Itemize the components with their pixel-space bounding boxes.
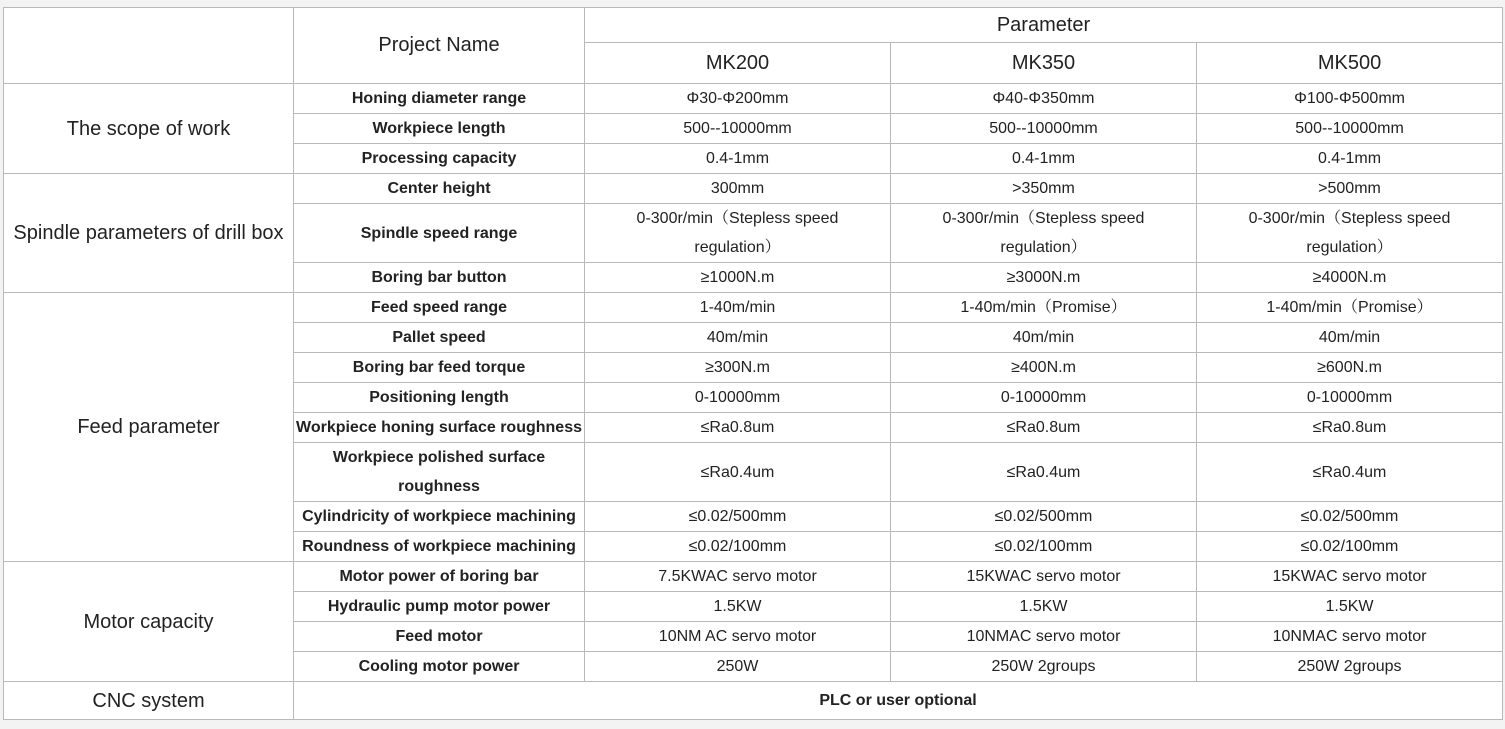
parameter-value: ≤Ra0.8um — [1197, 413, 1503, 443]
parameter-value: ≤Ra0.8um — [585, 413, 891, 443]
parameter-value: 1.5KW — [585, 592, 891, 622]
parameter-name: Boring bar button — [294, 263, 585, 293]
parameter-value: ≥1000N.m — [585, 263, 891, 293]
spec-table — [3, 7, 1503, 720]
parameter-value: ≤Ra0.4um — [891, 443, 1197, 502]
parameter-value: 0-10000mm — [1197, 383, 1503, 413]
parameter-value: 250W — [585, 652, 891, 682]
parameter-value: 1-40m/min — [585, 293, 891, 323]
model-header-mk500: MK500 — [1197, 43, 1503, 84]
parameter-value: 1.5KW — [1197, 592, 1503, 622]
project-name-header: Project Name — [294, 8, 585, 84]
parameter-value: 0-300r/min（Stepless speed regulation） — [1197, 204, 1503, 263]
parameter-name: Hydraulic pump motor power — [294, 592, 585, 622]
parameter-name: Feed speed range — [294, 293, 585, 323]
parameter-name: Workpiece honing surface roughness — [294, 413, 585, 443]
parameter-value: 15KWAC servo motor — [1197, 562, 1503, 592]
parameter-value: Φ30-Φ200mm — [585, 84, 891, 114]
model-header-mk200: MK200 — [585, 43, 891, 84]
group-title: Feed parameter — [4, 293, 294, 562]
parameter-name: Positioning length — [294, 383, 585, 413]
parameter-value: 40m/min — [891, 323, 1197, 353]
parameter-value: Φ40-Φ350mm — [891, 84, 1197, 114]
parameter-header: Parameter — [585, 8, 1503, 43]
cnc-value: PLC or user optional — [294, 682, 1503, 720]
parameter-value: 7.5KWAC servo motor — [585, 562, 891, 592]
group-title: The scope of work — [4, 84, 294, 174]
parameter-name: Center height — [294, 174, 585, 204]
parameter-value: 250W 2groups — [891, 652, 1197, 682]
parameter-value: ≥300N.m — [585, 353, 891, 383]
parameter-value: Φ100-Φ500mm — [1197, 84, 1503, 114]
parameter-value: 500--10000mm — [1197, 114, 1503, 144]
parameter-value: ≤0.02/100mm — [1197, 532, 1503, 562]
cnc-title: CNC system — [4, 682, 294, 720]
parameter-value: 0.4-1mm — [585, 144, 891, 174]
parameter-name: Boring bar feed torque — [294, 353, 585, 383]
parameter-value: 0-300r/min（Stepless speed regulation） — [891, 204, 1197, 263]
parameter-value: ≤0.02/500mm — [891, 502, 1197, 532]
parameter-value: ≥600N.m — [1197, 353, 1503, 383]
parameter-name: Workpiece length — [294, 114, 585, 144]
parameter-name: Processing capacity — [294, 144, 585, 174]
parameter-value: ≥3000N.m — [891, 263, 1197, 293]
parameter-name: Cylindricity of workpiece machining — [294, 502, 585, 532]
parameter-name: Roundness of workpiece machining — [294, 532, 585, 562]
parameter-value: ≤Ra0.4um — [1197, 443, 1503, 502]
parameter-value: ≤0.02/100mm — [585, 532, 891, 562]
parameter-value: 10NMAC servo motor — [1197, 622, 1503, 652]
parameter-value: 40m/min — [1197, 323, 1503, 353]
parameter-value: 10NM AC servo motor — [585, 622, 891, 652]
parameter-name: Workpiece polished surface roughness — [294, 443, 585, 502]
parameter-value: 1-40m/min（Promise） — [1197, 293, 1503, 323]
parameter-value: ≥400N.m — [891, 353, 1197, 383]
parameter-value: 500--10000mm — [585, 114, 891, 144]
parameter-value: ≤Ra0.4um — [585, 443, 891, 502]
parameter-value: 0-10000mm — [891, 383, 1197, 413]
group-title: Spindle parameters of drill box — [4, 174, 294, 293]
parameter-value: 0-10000mm — [585, 383, 891, 413]
table-row — [4, 682, 1503, 720]
model-header-mk350: MK350 — [891, 43, 1197, 84]
parameter-value: 250W 2groups — [1197, 652, 1503, 682]
parameter-value: 1.5KW — [891, 592, 1197, 622]
parameter-name: Feed motor — [294, 622, 585, 652]
parameter-value: ≤0.02/500mm — [585, 502, 891, 532]
parameter-value: 0.4-1mm — [1197, 144, 1503, 174]
table-row — [4, 562, 1503, 592]
parameter-value: 15KWAC servo motor — [891, 562, 1197, 592]
parameter-value: >350mm — [891, 174, 1197, 204]
parameter-value: >500mm — [1197, 174, 1503, 204]
parameter-name: Cooling motor power — [294, 652, 585, 682]
spec-table-container — [3, 7, 1502, 720]
parameter-value: 10NMAC servo motor — [891, 622, 1197, 652]
table-row — [4, 293, 1503, 323]
parameter-name: Pallet speed — [294, 323, 585, 353]
group-title: Motor capacity — [4, 562, 294, 682]
parameter-name: Motor power of boring bar — [294, 562, 585, 592]
parameter-value: ≤0.02/100mm — [891, 532, 1197, 562]
parameter-name: Spindle speed range — [294, 204, 585, 263]
corner-cell — [4, 8, 294, 84]
parameter-value: ≤0.02/500mm — [1197, 502, 1503, 532]
parameter-value: ≥4000N.m — [1197, 263, 1503, 293]
parameter-name: Honing diameter range — [294, 84, 585, 114]
parameter-value: 300mm — [585, 174, 891, 204]
parameter-value: ≤Ra0.8um — [891, 413, 1197, 443]
table-row — [4, 174, 1503, 204]
parameter-value: 0.4-1mm — [891, 144, 1197, 174]
table-row — [4, 84, 1503, 114]
parameter-value: 1-40m/min（Promise） — [891, 293, 1197, 323]
parameter-value: 500--10000mm — [891, 114, 1197, 144]
parameter-value: 40m/min — [585, 323, 891, 353]
parameter-value: 0-300r/min（Stepless speed regulation） — [585, 204, 891, 263]
